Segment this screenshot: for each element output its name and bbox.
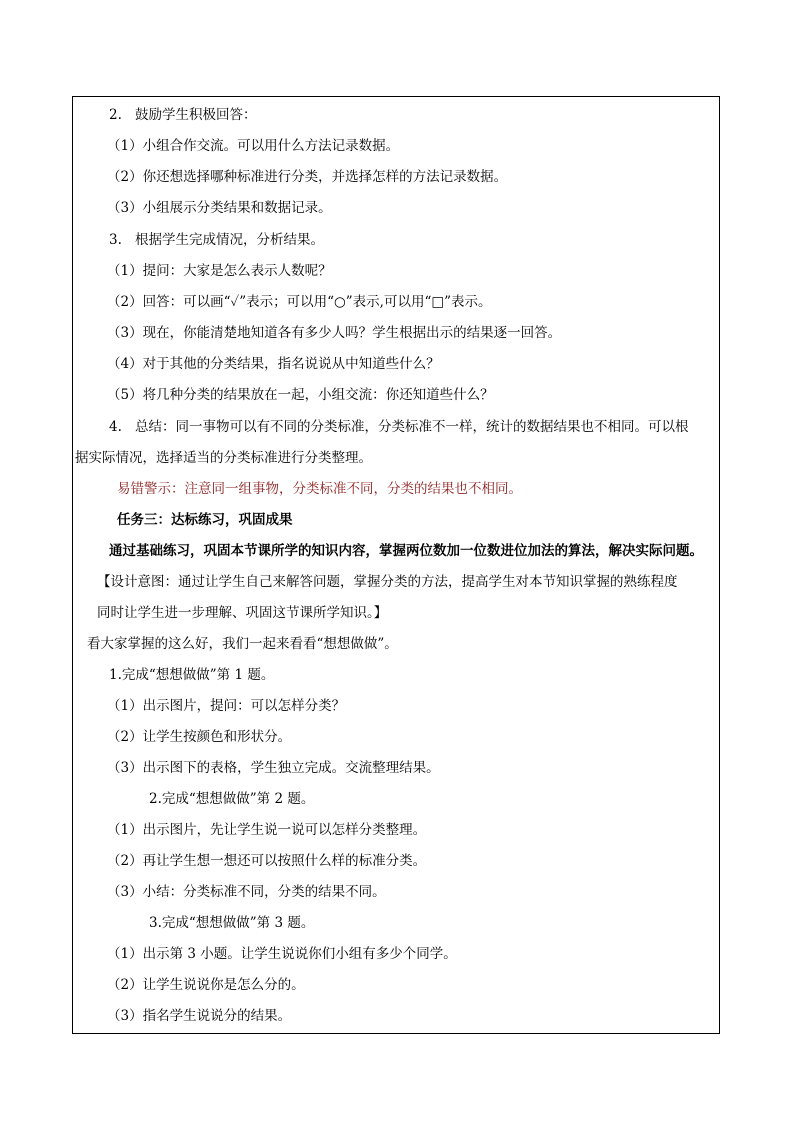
step-3-item-5: （5）将几种分类的结果放在一起，小组交流：你还知道些什么？ [107,387,494,403]
exercise-2-item-2: （2）再让学生想一想还可以按照什么样的标准分类。 [107,853,427,869]
step-4-summary-cont: 据实际情况，选择适当的分类标准进行分类整理。 [75,450,372,466]
exercise-2-item-3: （3）小结：分类标准不同，分类的结果不同。 [107,884,386,900]
design-intent-cont: 同时让学生进一步理解、巩固这节课所学知识。】 [97,605,388,621]
step-2-item-1: （1）小组合作交流。可以用什么方法记录数据。 [107,138,400,154]
exercise-1-item-1: （1）出示图片，提问：可以怎样分类？ [107,698,346,714]
task-3-goal: 通过基础练习，巩固本节课所学的知识内容，掌握两位数加一位数进位加法的算法，解决实际问题。 [109,543,703,559]
exercise-2-heading: 2.完成“想想做做”第 2 题。 [149,791,315,807]
step-2-heading: 2. 鼓励学生积极回答： [109,107,257,123]
exercise-1-item-2: （2）让学生按颜色和形状分。 [107,729,292,745]
exercise-2-item-1: （1）出示图片，先让学生说一说可以怎样分类整理。 [107,822,427,838]
step-2-item-3: （3）小组展示分类结果和数据记录。 [107,200,332,216]
exercise-1-heading: 1.完成“想想做做”第 1 题。 [109,667,275,683]
exercise-3-item-2: （2）让学生说说你是怎么分的。 [107,977,305,993]
step-3-item-1: （1）提问：大家是怎么表示人数呢？ [107,263,332,279]
step-2-item-2: （2）你还想选择哪种标准进行分类，并选择怎样的方法记录数据。 [107,169,508,185]
step-3-item-3: （3）现在，你能清楚地知道各有多少人吗？学生根据出示的结果逐一回答。 [107,325,562,341]
transition-sentence: 看大家掌握的这么好，我们一起来看看“想想做做”。 [87,636,398,652]
step-3-item-4: （4）对于其他的分类结果，指名说说从中知道些什么？ [107,356,440,372]
exercise-3-item-1: （1）出示第 3 小题。让学生说说你们小组有多少个同学。 [107,946,457,962]
step-3-item-2: （2）回答：可以画“✓”表示；可以用“○”表示,可以用“□”表示。 [107,294,492,310]
exercise-3-item-3: （3）指名学生说说分的结果。 [107,1008,292,1024]
task-3-heading: 任务三：达标练习，巩固成果 [117,512,293,528]
lesson-plan-table-cell [72,96,720,1034]
step-4-summary: 4. 总结：同一事物可以有不同的分类标准，分类标准不一样，统计的数据结果也不相同。可以根 [109,419,689,435]
exercise-3-heading: 3.完成“想想做做”第 3 题。 [149,915,315,931]
step-3-heading: 3. 根据学生完成情况，分析结果。 [109,232,324,248]
exercise-1-item-3: （3）出示图下的表格，学生独立完成。交流整理结果。 [107,760,440,776]
common-error-warning: 易错警示：注意同一组事物，分类标准不同，分类的结果也不相同。 [117,481,522,497]
design-intent: 【设计意图：通过让学生自己来解答问题，掌握分类的方法，提高学生对本节知识掌握的熟练程度 [97,574,678,590]
